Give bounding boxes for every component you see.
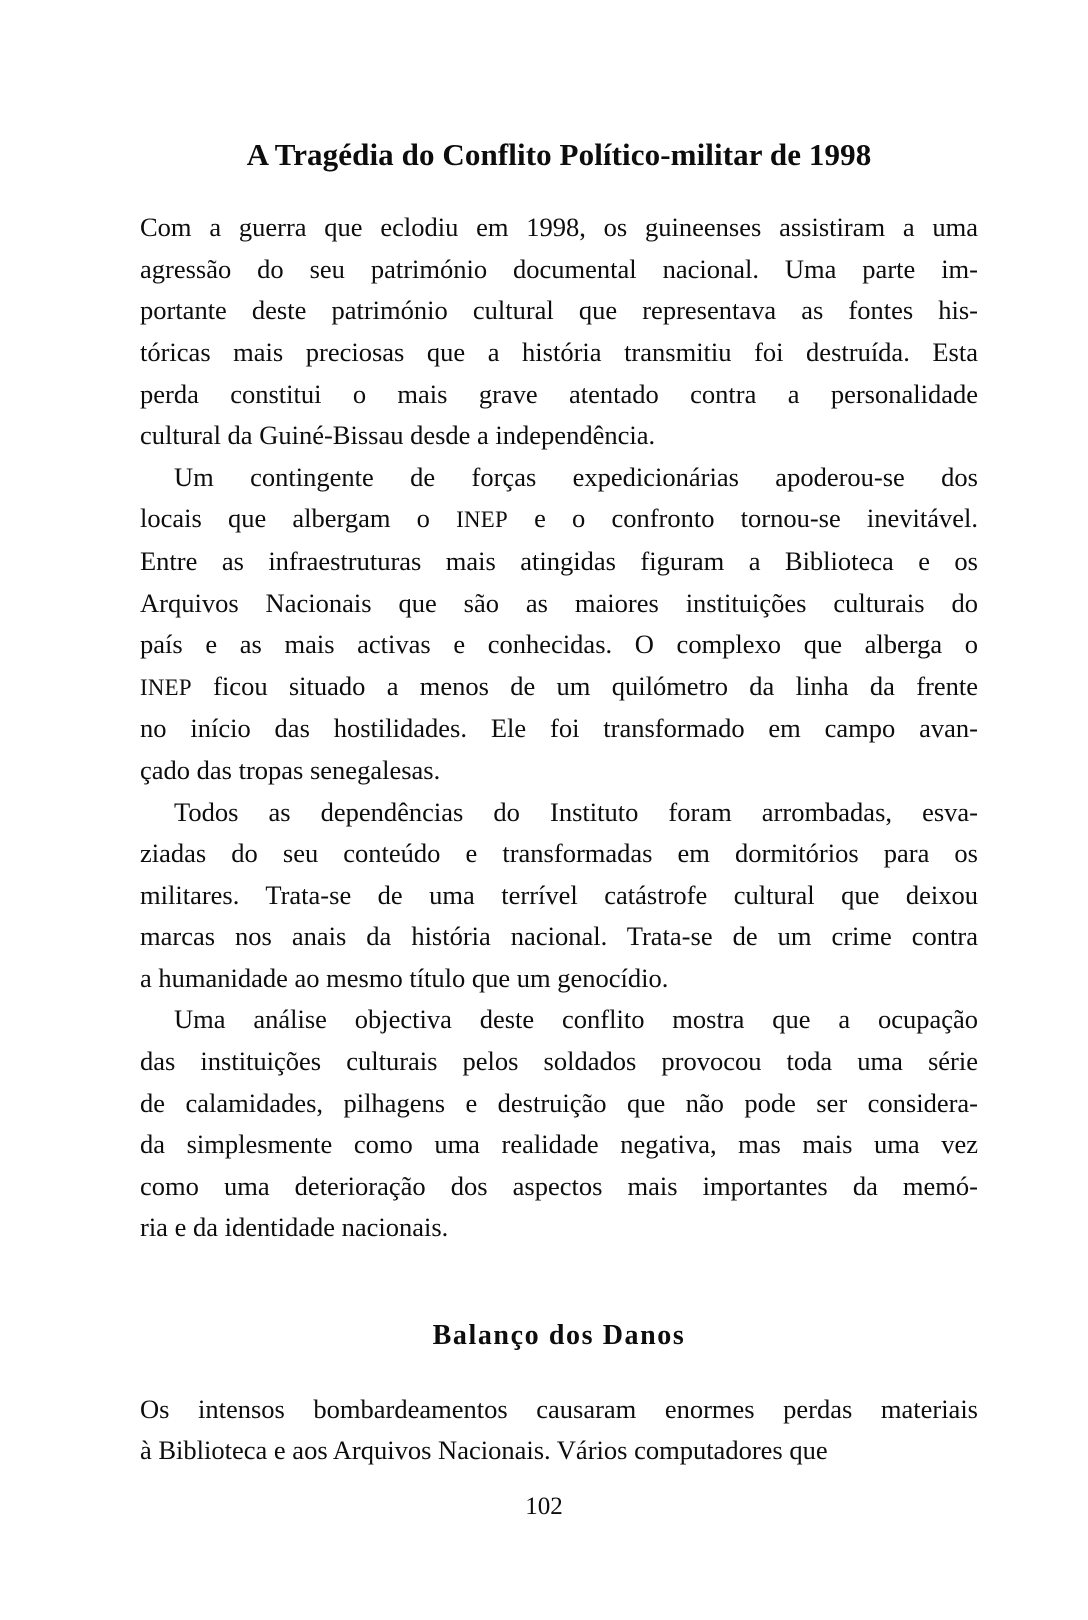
text-line: à Biblioteca e aos Arquivos Nacionais. Vários computadores que (140, 1435, 828, 1466)
text-line: a humanidade ao mesmo título que um genocídio. (140, 962, 669, 993)
page-number: 102 (525, 1493, 563, 1520)
text-block (140, 0, 978, 1472)
chapter-title: A Tragédia do Conflito Político-militar de 1998 (246, 137, 872, 172)
text-line: Uma análise objectiva deste conflito mostra que a ocupação (174, 1004, 978, 1035)
text-line: no início das hostilidades. Ele foi transformado em campo avan- (140, 713, 978, 744)
text-line: agressão do seu património documental nacional. Uma parte im- (140, 253, 978, 284)
section-heading: Balanço dos Danos (432, 1320, 686, 1352)
section-body (140, 1389, 978, 1472)
text-line: ria e da identidade nacionais. (140, 1212, 449, 1243)
text-line: da simplesmente como uma realidade negativa, mas mais uma vez (140, 1129, 978, 1160)
text-line: Com a guerra que eclodiu em 1998, os guineenses assistiram a uma (140, 212, 978, 243)
text-line: das instituições culturais pelos soldados provocou toda uma série (140, 1046, 978, 1077)
paragraph-2 (140, 457, 978, 792)
text-line-part: locais que albergam o (140, 503, 457, 534)
text-line: tóricas mais preciosas que a história transmitiu foi destruída. Esta (140, 336, 978, 367)
text-line: de calamidades, pilhagens e destruição que não pode ser considera- (140, 1087, 978, 1118)
text-line: Os intensos bombardeamentos causaram enormes perdas materiais (140, 1393, 978, 1424)
acronym-inep: INEP (140, 674, 192, 700)
text-line: Arquivos Nacionais que são as maiores instituições culturais do (140, 587, 978, 618)
body-copy (140, 207, 978, 1249)
text-line: cultural da Guiné-Bissau desde a independência. (140, 420, 656, 451)
text-line-with-acronym (140, 666, 978, 709)
text-line: ziadas do seu conteúdo e transformadas em dormitórios para os (140, 838, 978, 869)
text-line: como uma deterioração dos aspectos mais importantes da memó- (140, 1170, 978, 1201)
paragraph-3 (140, 792, 978, 1000)
text-line-part: e o confronto tornou-se inevitável. (507, 503, 979, 534)
text-line: militares. Trata-se de uma terrível catástrofe cultural que deixou (140, 879, 978, 910)
text-line: Entre as infraestruturas mais atingidas figuram a Biblioteca e os (140, 545, 978, 576)
acronym-inep: INEP (456, 507, 508, 533)
text-line: portante deste património cultural que representava as fontes his- (140, 295, 978, 326)
paragraph-1 (140, 207, 978, 457)
paragraph-5 (140, 1389, 978, 1472)
text-line-part: ficou situado a menos de um quilómetro da linha da frente (191, 670, 978, 701)
text-line: perda constitui o mais grave atentado contra a personalidade (140, 378, 978, 409)
text-line: Um contingente de forças expedicionárias apoderou-se dos (174, 461, 978, 492)
text-line-with-acronym (140, 498, 978, 541)
paragraph-4 (140, 999, 978, 1249)
text-line: marcas nos anais da história nacional. Trata-se de um crime contra (140, 921, 978, 952)
text-line: çado das tropas senegalesas. (140, 754, 441, 785)
text-line: Todos as dependências do Instituto foram arrombadas, esva- (174, 796, 978, 827)
text-line: país e as mais activas e conhecidas. O complexo que alberga o (140, 629, 978, 660)
